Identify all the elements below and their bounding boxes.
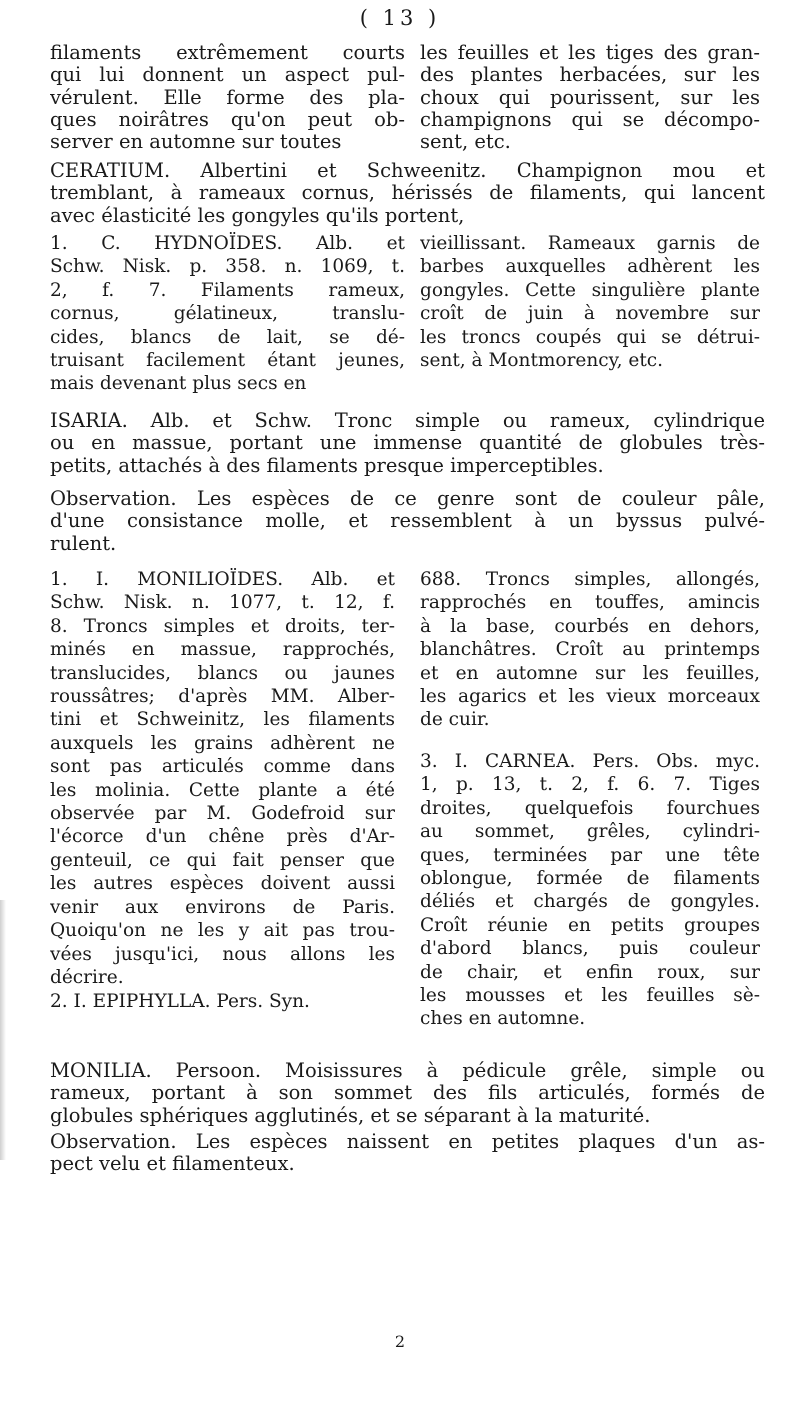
text-line: observée par M. Godefroid sur	[50, 803, 395, 825]
text-line: ou en massue, portant une immense quantité de globules très-	[50, 432, 765, 455]
text-line: au sommet, grêles, cylindri-	[420, 821, 760, 843]
text-line: à la base, courbés en dehors,	[420, 615, 760, 637]
text-line: auxquels les grains adhèrent ne	[50, 732, 395, 754]
text-line: Observation. Les espèces naissent en petites plaques d'un as-	[50, 1131, 765, 1153]
monilia-genus-description	[50, 1060, 765, 1127]
text-line: rapprochés en touffes, amincis	[420, 592, 760, 614]
text-line: 3. I. CARNEA. Pers. Obs. myc.	[420, 751, 760, 772]
text-line: cornus, gélatineux, translu-	[50, 303, 405, 325]
text-line: Schw. Nisk. n. 1077, t. 12, f.	[50, 592, 395, 614]
text-line: minés en massue, rapprochés,	[50, 639, 395, 661]
text-line: avec élasticité les gongyles qu'ils portent,	[50, 204, 465, 227]
text-line: mais devenant plus secs en	[50, 373, 307, 395]
text-line: d'abord blancs, puis couleur	[420, 938, 760, 960]
text-line: filaments extrêmement courts	[50, 42, 405, 64]
text-line: de cuir.	[420, 709, 490, 731]
scan-edge-shadow	[0, 900, 6, 1160]
text-line: qui lui donnent un aspect pul-	[50, 64, 405, 87]
text-line: les feuilles et les tiges des gran-	[420, 42, 760, 64]
text-line: MONILIA. Persoon. Moisissures à pédicule grêle, simple ou	[50, 1060, 765, 1082]
text-line: venir aux environs de Paris.	[50, 896, 395, 918]
text-line: ISARIA. Alb. et Schw. Tronc simple ou rameux, cylindrique	[50, 410, 765, 432]
text-line: des plantes herbacées, sur les	[420, 64, 760, 87]
isaria-carnea-entry	[420, 750, 760, 1031]
text-line: Croît réunie en petits groupes	[420, 914, 760, 936]
text-line: tini et Schweinitz, les filaments	[50, 709, 395, 731]
text-line: Observation. Les espèces de ce genre sont de couleur pâle,	[50, 488, 765, 510]
text-line: 1. C. HYDNOÏDES. Alb. et	[50, 233, 405, 254]
text-line: les molinia. Cette plante a été	[50, 779, 395, 801]
text-line: ches en automne.	[420, 1008, 586, 1030]
text-line: et en automne sur les feuilles,	[420, 662, 760, 684]
epiphylla-line: 2. I. EPIPHYLLA. Pers. Syn.	[50, 991, 310, 1012]
text-line: croît de juin à novembre sur	[420, 303, 760, 325]
text-line: les mousses et les feuilles sè-	[420, 985, 760, 1007]
intro-right-column	[420, 42, 760, 153]
text-line: décrire.	[50, 966, 124, 988]
text-line: les troncs coupés qui se détrui-	[420, 326, 760, 348]
isaria-epiphylla-description	[420, 568, 760, 732]
text-line: pect velu et filamenteux.	[50, 1153, 295, 1176]
text-line: 1. I. MONILIOÏDES. Alb. et	[50, 569, 395, 590]
text-line: blanchâtres. Croît au printemps	[420, 639, 760, 661]
text-line: rulent.	[50, 532, 117, 555]
text-line: 2, f. 7. Filaments rameux,	[50, 279, 405, 301]
text-line: les agarics et les vieux morceaux	[420, 686, 760, 708]
text-line: l'écorce d'un chêne près d'Ar-	[50, 826, 395, 848]
page-number: ( 13 )	[359, 6, 441, 30]
monilia-observation	[50, 1131, 765, 1176]
text-line: d'une consistance molle, et ressemblent à un byssus pulvé-	[50, 510, 765, 533]
signature-mark: 2	[394, 1332, 406, 1351]
text-line: sont pas articulés comme dans	[50, 756, 395, 778]
text-line: globules sphériques agglutinés, et se séparant à la maturité.	[50, 1104, 651, 1127]
text-line: genteuil, ce qui fait penser que	[50, 849, 395, 871]
text-line: ques, terminées par une tête	[420, 844, 760, 866]
text-line: sent, à Montmorency, etc.	[420, 350, 664, 372]
text-line: déliés et chargés de gongyles.	[420, 891, 760, 913]
text-line: Quoiqu'on ne les y ait pas trou-	[50, 920, 395, 942]
intro-left-column	[50, 42, 405, 153]
text-line: roussâtres; d'après MM. Alber-	[50, 686, 395, 708]
text-line: choux qui pourissent, sur les	[420, 86, 760, 109]
isaria-moniliodes-entry	[50, 568, 395, 989]
text-line: les autres espèces doivent aussi	[50, 873, 395, 895]
isaria-genus-description	[50, 410, 765, 477]
text-line: tremblant, à rameaux cornus, hérissés de filaments, qui lancent	[50, 182, 765, 205]
text-line: ques noirâtres qu'on peut ob-	[50, 108, 405, 131]
text-line: truisant facilement étant jeunes,	[50, 350, 405, 372]
text-line: Schw. Nisk. p. 358. n. 1069, t.	[50, 256, 405, 278]
text-line: droites, quelquefois fourchues	[420, 797, 760, 819]
text-line: translucides, blancs ou jaunes	[50, 662, 395, 684]
text-line: petits, attachés à des filaments presque imperceptibles.	[50, 454, 604, 477]
text-line: 688. Troncs simples, allongés,	[420, 569, 760, 590]
ceratium-genus-description	[50, 160, 765, 227]
isaria-observation	[50, 488, 765, 555]
text-line: 8. Troncs simples et droits, ter-	[50, 615, 395, 637]
ceratium-hydnoides-entry-left	[50, 232, 405, 396]
text-line: gongyles. Cette singulière plante	[420, 279, 760, 301]
text-line: sent, etc.	[420, 131, 511, 154]
text-line: vées jusqu'ici, nous allons les	[50, 943, 395, 965]
text-line: de chair, et enfin roux, sur	[420, 961, 760, 983]
text-line: oblongue, formée de filaments	[420, 868, 760, 890]
text-line: cides, blancs de lait, se dé-	[50, 326, 405, 348]
text-line: server en automne sur toutes	[50, 131, 342, 154]
text-line: rameux, portant à son sommet des fils articulés, formés de	[50, 1082, 765, 1105]
text-line: vieillissant. Rameaux garnis de	[420, 233, 760, 254]
ceratium-hydnoides-entry-right	[420, 232, 760, 372]
text-line: champignons qui se décompo-	[420, 108, 760, 131]
isaria-epiphylla-heading	[50, 990, 395, 1013]
text-line: vérulent. Elle forme des pla-	[50, 86, 405, 109]
text-line: barbes auxquelles adhèrent les	[420, 256, 760, 278]
text-line: CERATIUM. Albertini et Schweenitz. Champignon mou et	[50, 160, 765, 182]
text-line: 1, p. 13, t. 2, f. 6. 7. Tiges	[420, 774, 760, 796]
